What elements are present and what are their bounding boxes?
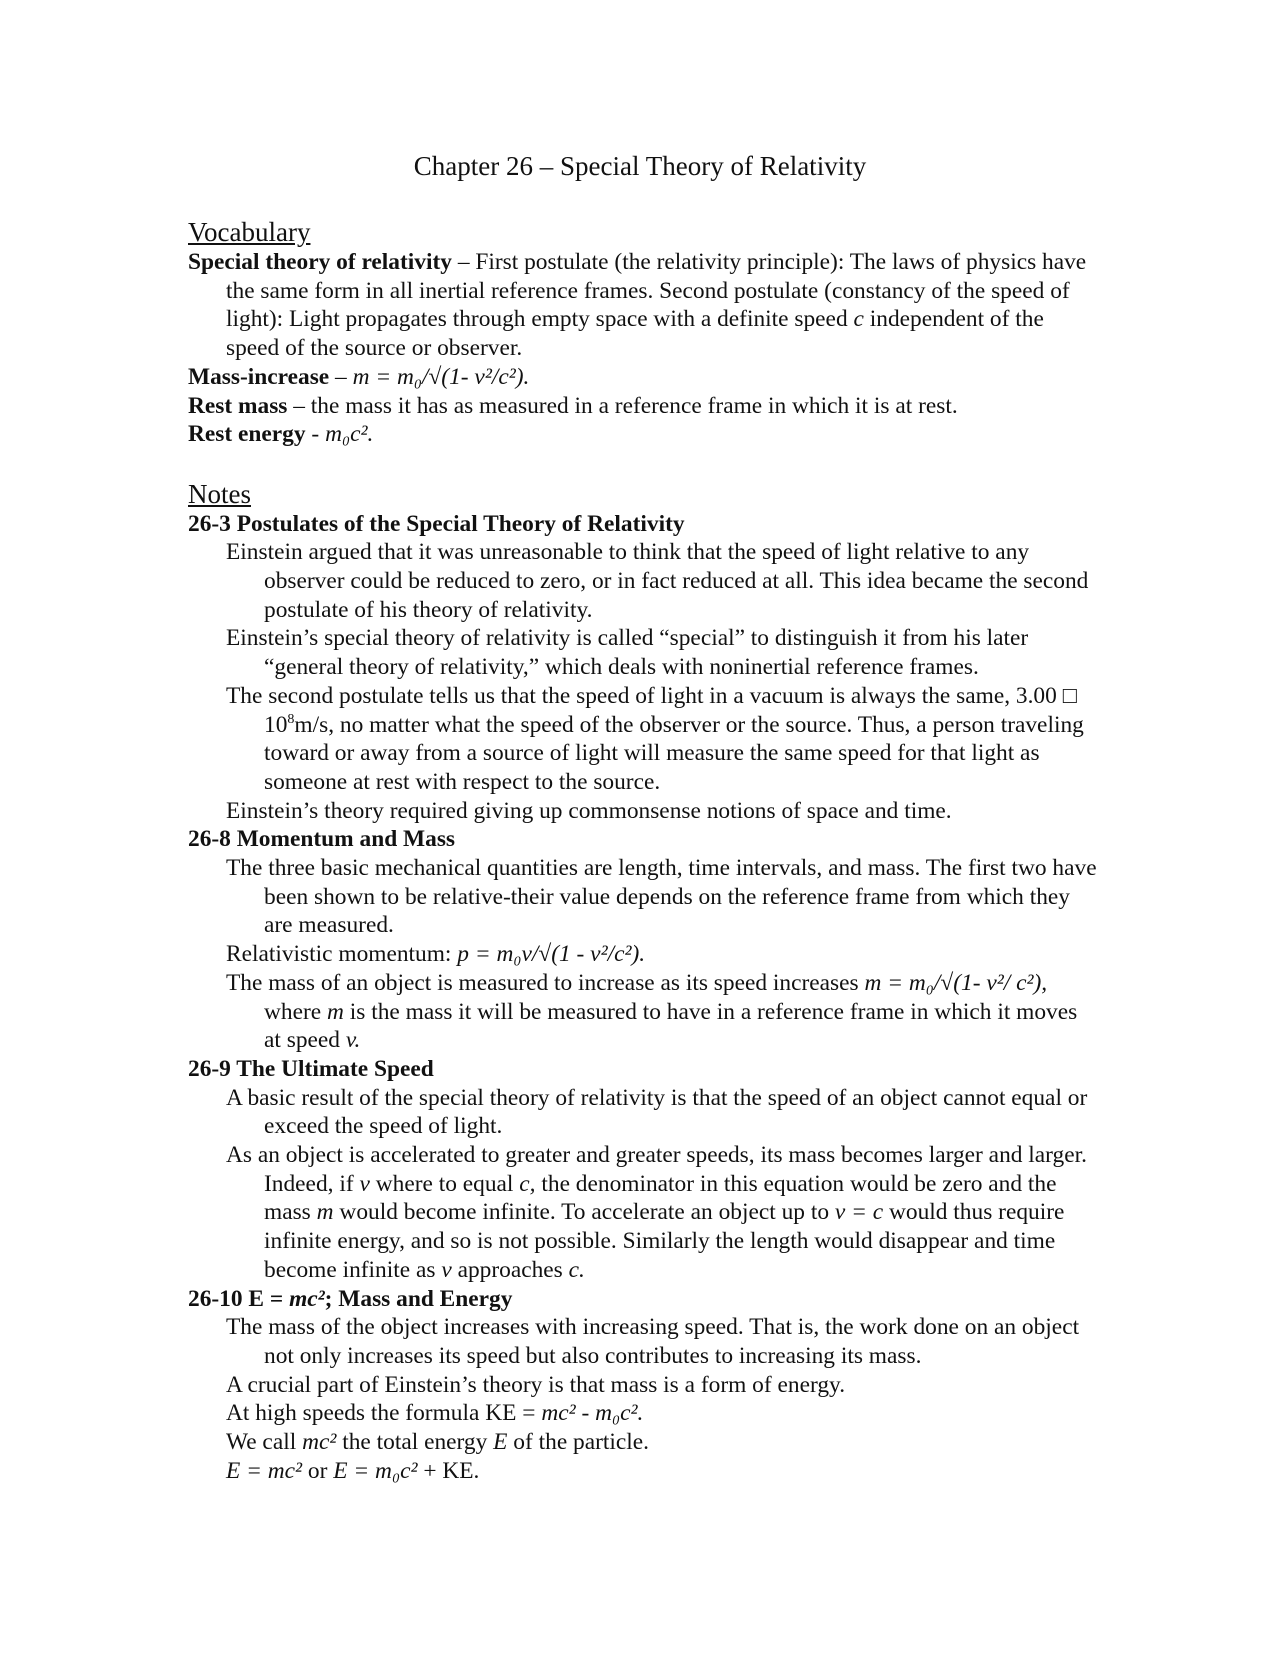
note-paragraph: Einstein’s special theory of relativity is called “special” to distinguish it from his later “general theory of relativity,” which deals with noninertial reference frames. xyxy=(226,625,1029,681)
note-paragraph xyxy=(188,1141,1098,1285)
term: Special theory of relativity xyxy=(188,249,452,275)
text: m/s, no matter what the speed of the observer or the source. Thus, a person traveling toward or away from a source of light will measure the same speed for that light as someone at rest with respect to the source. xyxy=(264,711,1084,795)
formula: p = m₀v/√(1 - v²/c²). xyxy=(457,941,646,968)
text: 10 xyxy=(264,711,288,738)
note-paragraph xyxy=(188,1457,1098,1486)
section-26-8-heading: 26-8 Momentum and Mass xyxy=(188,826,456,853)
text: where xyxy=(264,998,322,1025)
definition-end: independent of the speed of the source or observer. xyxy=(226,306,1044,362)
term: Rest energy xyxy=(188,421,306,448)
text: 26-10 E = xyxy=(188,1285,284,1312)
text: would thus require infinite energy, and so is not possible. Similarly the length would disappear and time become infinite as xyxy=(264,1199,1065,1283)
note-paragraph: The mass of the object increases with increasing speed. That is, the work done on an object not only increases its speed but also contributes to increasing its mass. xyxy=(226,1314,1080,1369)
section-26-9-heading: 26-9 The Ultimate Speed xyxy=(188,1055,434,1082)
formula: mc² xyxy=(302,1429,337,1456)
symbol: v xyxy=(441,1256,452,1283)
text: The second postulate tells us that the speed of light in a vacuum is always the same, 3.00 xyxy=(226,682,1063,709)
note-paragraph xyxy=(188,940,1098,969)
definition: First postulate (the relativity principle): The laws of physics have the same form in all inertial reference frames. Second postulate (constancy of the speed of light): Light propagates through empty space with a definite speed xyxy=(226,249,1087,333)
text: The mass of an object is measured to increase as its speed increases xyxy=(226,969,859,996)
note-paragraph: The three basic mechanical quantities are length, time intervals, and mass. The first two have been shown to be relative-their value depends on the reference frame from which they are measured. xyxy=(226,855,1097,939)
symbol: E xyxy=(493,1429,508,1456)
page-title: Chapter 26 – Special Theory of Relativity xyxy=(413,151,867,181)
note-paragraph: A crucial part of Einstein’s theory is that mass is a form of energy. xyxy=(226,1371,846,1398)
formula: m₀c². xyxy=(325,421,374,448)
text: the denominator in this equation would be zero and the mass xyxy=(264,1170,1057,1226)
symbol: c. xyxy=(568,1256,585,1283)
formula: m = m₀/√(1- v²/ c²), xyxy=(864,969,1048,996)
text: At high speeds the formula xyxy=(226,1400,480,1427)
symbol: m xyxy=(316,1199,334,1226)
formula: m = m₀/√(1- v²/c²). xyxy=(352,363,530,390)
formula: E = m₀c² xyxy=(333,1457,418,1484)
definition: the mass it has as measured in a reference frame in which it is at rest. xyxy=(310,392,958,419)
text: As an object is accelerated to greater and greater speeds, its mass becomes larger and larger. Indeed, if xyxy=(226,1142,1087,1197)
document-body xyxy=(188,216,1098,1486)
exponent: 8 xyxy=(287,710,295,727)
vocab-rest-mass: Rest mass – the mass it has as measured in a reference frame in which it is at rest. xyxy=(188,392,958,419)
text: would become infinite. To accelerate an object up to xyxy=(339,1199,830,1226)
note-paragraph: Einstein argued that it was unreasonable to think that the speed of light relative to any observer could be reduced to zero, or in fact reduced at all. This idea became the second postulate of his theory of relativity. xyxy=(226,539,1089,623)
note-paragraph xyxy=(188,682,1098,797)
text: where to equal xyxy=(375,1170,514,1197)
text: or xyxy=(307,1457,328,1484)
formula: v = c xyxy=(834,1199,884,1226)
text: KE = xyxy=(485,1400,536,1427)
text: Relativistic momentum: xyxy=(226,941,452,968)
symbol: v. xyxy=(345,1027,361,1054)
symbol: v xyxy=(359,1170,370,1197)
vocabulary-heading: Vocabulary xyxy=(188,217,311,247)
symbol: m xyxy=(327,998,344,1025)
text: the total energy xyxy=(342,1429,488,1456)
term: Rest mass xyxy=(188,392,288,419)
term: Mass-increase xyxy=(188,363,330,390)
note-paragraph xyxy=(188,1399,1098,1428)
text: approaches xyxy=(457,1256,563,1283)
vocab-rest-energy: Rest energy - m₀c². xyxy=(188,421,374,448)
formula: E = mc² xyxy=(226,1457,303,1484)
formula: mc² xyxy=(289,1285,325,1312)
section-26-10-heading xyxy=(188,1285,1098,1314)
times-symbol: □ xyxy=(1062,682,1077,709)
text: + KE. xyxy=(423,1457,480,1484)
section-26-3-heading: 26-3 Postulates of the Special Theory of Relativity xyxy=(188,510,685,537)
symbol: c xyxy=(853,306,864,333)
note-paragraph: Einstein’s theory required giving up commonsense notions of space and time. xyxy=(226,797,952,824)
text: We call xyxy=(226,1429,297,1456)
text: is the mass it will be measured to have in a reference frame in which it moves at speed xyxy=(264,998,1078,1054)
vocab-special-theory: Special theory of relativity – First postulate (the relativity principle): The laws of physics have the same form in all inertial reference frames. Second postulate (constancy of the speed of light): Light propagates through empty space with a definite speed c independent of the speed of the source or observer. xyxy=(188,249,1087,362)
note-paragraph: A basic result of the special theory of relativity is that the speed of an object cannot equal or exceed the speed of light. xyxy=(226,1084,1088,1140)
symbol: c, xyxy=(519,1170,536,1197)
notes-heading: Notes xyxy=(188,478,251,509)
text: ; Mass and Energy xyxy=(324,1285,513,1312)
formula: mc² - m₀c². xyxy=(541,1400,644,1427)
note-paragraph xyxy=(188,969,1098,1055)
vocab-mass-increase: Mass-increase – m = m₀/√(1- v²/c²). xyxy=(188,363,530,390)
text: of the particle. xyxy=(513,1429,650,1456)
note-paragraph xyxy=(188,1428,1098,1457)
